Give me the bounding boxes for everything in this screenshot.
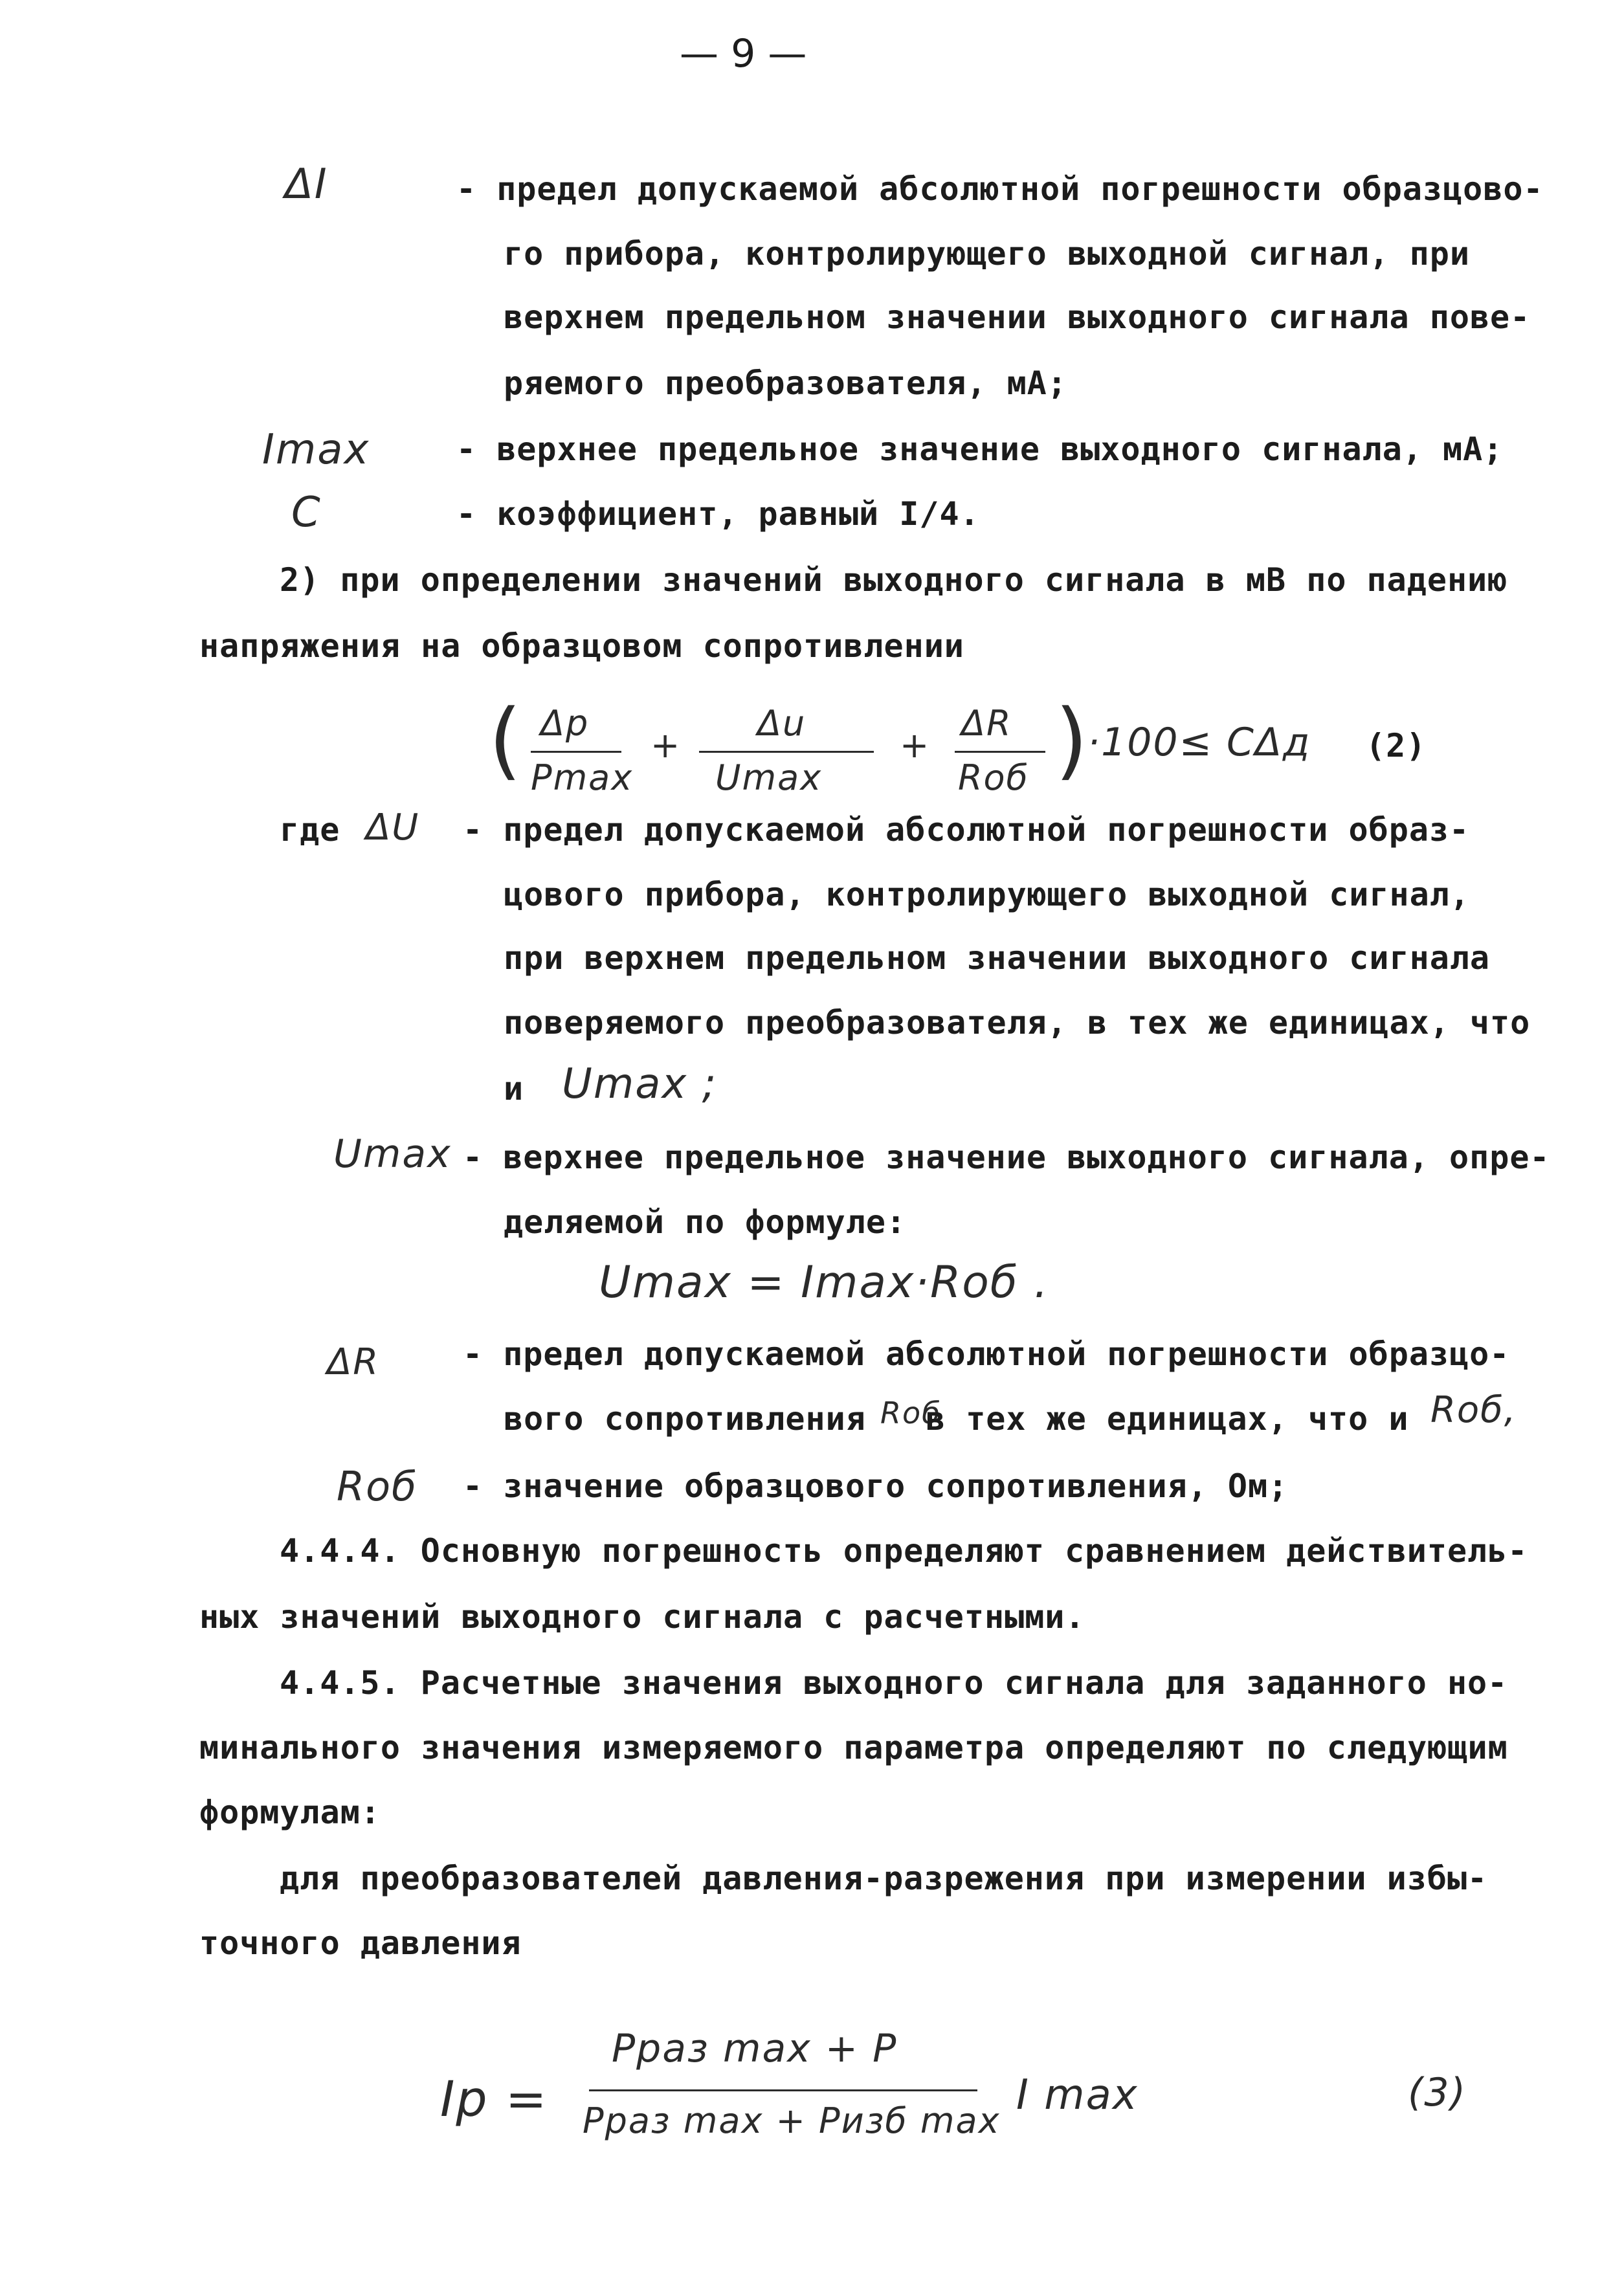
formula2-t3-bar bbox=[955, 751, 1045, 753]
para2-line1: 2) при определении значений выходного сигнала в мВ по падению bbox=[280, 561, 1508, 599]
def-delta-i-line2: го прибора, контролирующего выходной сигнал, при bbox=[504, 235, 1470, 273]
formula3-factor: I max bbox=[1016, 2071, 1139, 2119]
para-press-line2: точного давления bbox=[199, 1924, 522, 1962]
formula2-t3-num: ΔR bbox=[961, 703, 1012, 744]
symbol-delta-i: ΔI bbox=[285, 161, 328, 208]
formula3-bar bbox=[589, 2089, 977, 2091]
formula2-t2-num: Δu bbox=[757, 703, 806, 744]
def-delta-r-line1: - предел допускаемой абсолютной погрешности образцо- bbox=[463, 1335, 1510, 1373]
def-delta-r-line2-end: Rоб, bbox=[1430, 1389, 1517, 1431]
def-c-line: - коэффициент, равный I/4. bbox=[456, 495, 980, 533]
formula2-plus2: + bbox=[900, 725, 931, 766]
para-445-line1: 4.4.5. Расчетные значения выходного сигнала для заданного но- bbox=[280, 1664, 1508, 1702]
def-delta-i-line3: верхнем предельном значении выходного сигнала пове- bbox=[504, 298, 1531, 336]
formula3-numerator: Pраз max + P bbox=[612, 2026, 898, 2071]
def-umax-line2: деляемой по формуле: bbox=[504, 1203, 907, 1241]
def-delta-i-line4: ряемого преобразователя, мА; bbox=[504, 364, 1067, 402]
formula2-open-paren: ( bbox=[489, 691, 522, 789]
def-delta-u-line2: цового прибора, контролирующего выходной сигнал, bbox=[504, 876, 1470, 913]
formula2-t1-num: Δp bbox=[540, 703, 590, 744]
para2-line2: напряжения на образцовом сопротивлении bbox=[199, 627, 964, 665]
para-445-line3: формулам: bbox=[199, 1794, 381, 1831]
formula2-plus1: + bbox=[651, 725, 682, 766]
para-444-line1: 4.4.4. Основную погрешность определяют сравнением действитель- bbox=[280, 1532, 1528, 1570]
symbol-c: C bbox=[291, 489, 322, 537]
formula2-t1-bar bbox=[531, 751, 621, 753]
formula2-close-paren: ) bbox=[1055, 691, 1088, 789]
def-delta-r-line2-prefix: вого сопротивления bbox=[504, 1400, 866, 1438]
def-delta-i-line1: - предел допускаемой абсолютной погрешности образцово- bbox=[456, 170, 1544, 208]
formula-umax: Umax = Imax·Rоб . bbox=[599, 1257, 1049, 1308]
def-delta-u-line4: поверяемого преобразователя, в тех же единицах, что bbox=[504, 1004, 1531, 1041]
symbol-delta-r: ΔR bbox=[327, 1341, 380, 1383]
formula3-lhs: Ip = bbox=[440, 2070, 548, 2128]
def-delta-u-line1: - предел допускаемой абсолютной погрешности образ- bbox=[463, 811, 1470, 849]
def-delta-u-line3: при верхнем предельном значении выходного сигнала bbox=[504, 939, 1491, 977]
def-delta-u-line5-symbol: Umax ; bbox=[562, 1060, 718, 1108]
formula3-denominator: Pраз max + Pизб max bbox=[583, 2100, 1001, 2141]
def-delta-r-line2-symbol: Rоб bbox=[880, 1396, 942, 1430]
symbol-imax: Imax bbox=[262, 426, 370, 474]
symbol-rob: Rоб bbox=[337, 1463, 418, 1510]
formula2-t3-den: Rоб bbox=[958, 757, 1029, 798]
formula3-number: (3) bbox=[1408, 2070, 1467, 2115]
where-label: где bbox=[280, 811, 340, 849]
para-445-line2: минального значения измеряемого параметра определяют по следующим bbox=[199, 1729, 1508, 1766]
def-umax-line1: - верхнее предельное значение выходного сигнала, опре- bbox=[463, 1139, 1550, 1176]
def-rob-line: - значение образцового сопротивления, Ом; bbox=[463, 1467, 1289, 1505]
def-delta-r-line2-mid: в тех же единицах, что и bbox=[926, 1400, 1409, 1438]
formula2-number: (2) bbox=[1366, 727, 1427, 764]
def-delta-u-line5-prefix: и bbox=[504, 1070, 524, 1107]
formula2-rhs: ·100≤ CΔд bbox=[1087, 720, 1311, 765]
formula2-t2-bar bbox=[699, 751, 874, 753]
page-number: — 9 — bbox=[680, 31, 807, 76]
def-imax-line: - верхнее предельное значение выходного сигнала, мА; bbox=[456, 430, 1504, 468]
para-444-line2: ных значений выходного сигнала с расчетными. bbox=[199, 1598, 1085, 1636]
formula2-t2-den: Umax bbox=[715, 757, 823, 798]
para-press-line1: для преобразователей давления-разрежения при измерении избы- bbox=[280, 1860, 1488, 1897]
formula2-t1-den: Pmax bbox=[531, 757, 634, 798]
symbol-umax: Umax bbox=[333, 1131, 452, 1177]
symbol-delta-u: ΔU bbox=[366, 807, 420, 849]
